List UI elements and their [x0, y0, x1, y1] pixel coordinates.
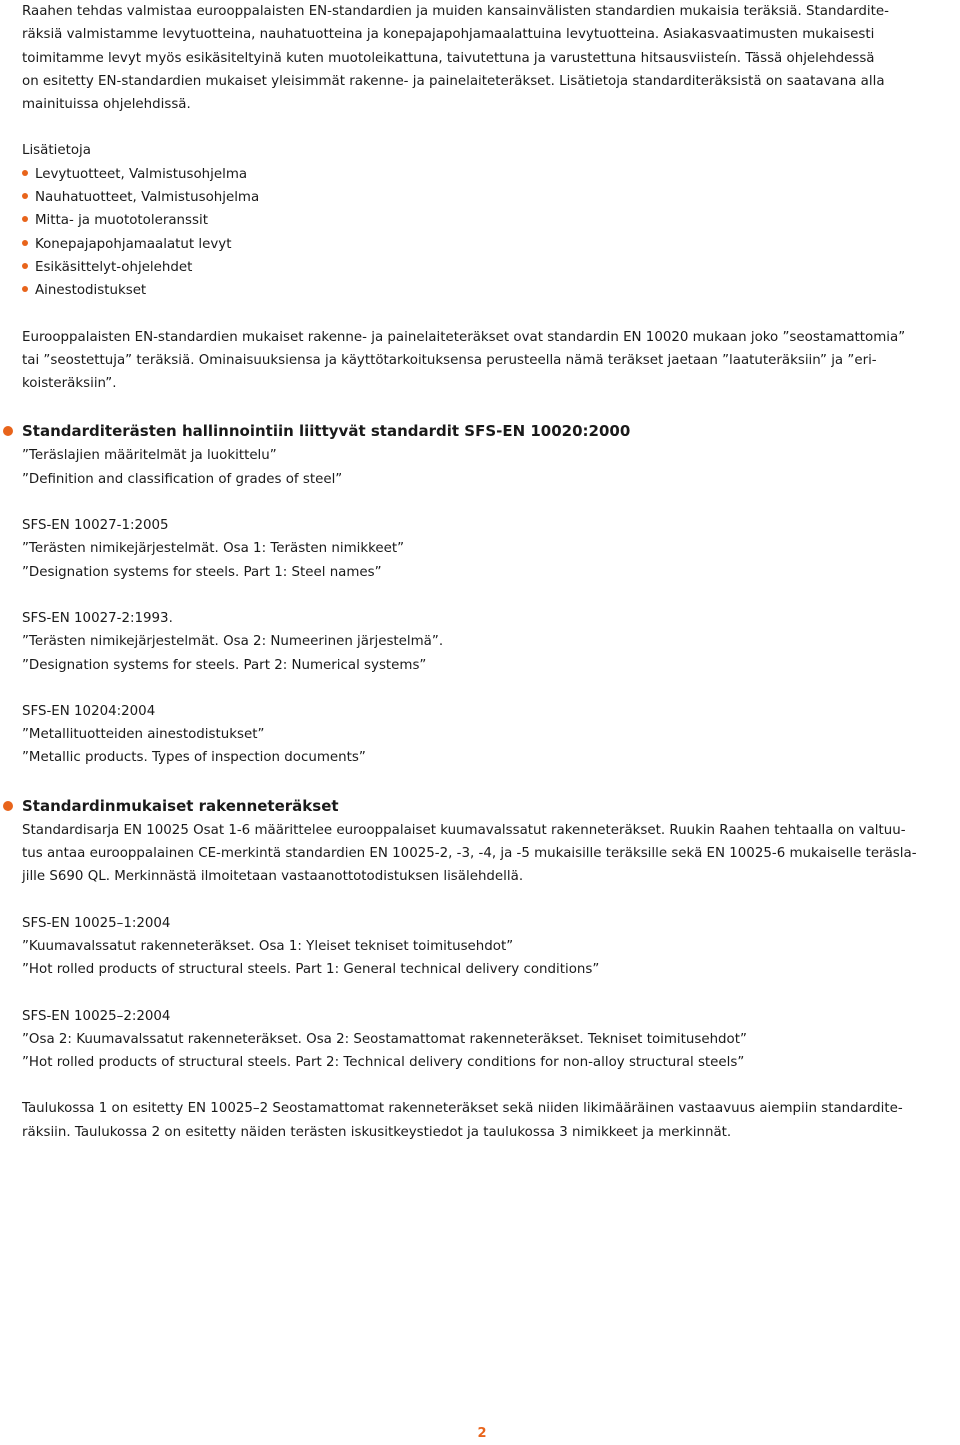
standard-code: SFS-EN 10204:2004	[22, 703, 156, 719]
section-bullet-icon	[3, 426, 13, 436]
intro-line: on esitetty EN-standardien mukaiset yleisimmät rakenne- ja painelaiteteräkset. Lisätietoja standarditeräksistä on saatavana alla	[22, 73, 885, 89]
list-item-label: Mitta- ja muototoleranssit	[35, 213, 208, 229]
standard-title-fi: ”Teräslajien määritelmät ja luokittelu”	[22, 448, 277, 464]
intro-line: mainituissa ohjelehdissä.	[22, 97, 191, 113]
list-item-label: Nauhatuotteet, Valmistusohjelma	[35, 190, 260, 206]
section-heading-text: Standardinmukaiset rakenneteräkset	[22, 796, 339, 815]
list-item[interactable]	[22, 163, 942, 186]
list-item[interactable]	[22, 279, 942, 302]
section-paragraph	[22, 819, 942, 889]
intro-line: Raahen tehdas valmistaa eurooppalaisten EN-standardien ja muiden kansainvälisten standardien mukaisia teräksiä. Standardite-	[22, 4, 889, 19]
standard-title-en: ”Designation systems for steels. Part 2: Numerical systems”	[22, 657, 427, 673]
standard-title-en: ”Definition and classification of grades of steel”	[22, 471, 343, 487]
paragraph-line: jille S690 QL. Merkinnästä ilmoitetaan vastaanottotodistuksen lisälehdellä.	[22, 869, 524, 885]
standard-title-fi: ”Kuumavalssatut rakenneteräkset. Osa 1: Yleiset tekniset toimitusehdot”	[22, 938, 514, 954]
bullet-icon	[22, 193, 28, 199]
standard-code: SFS-EN 10027-1:2005	[22, 518, 169, 534]
further-info-list	[22, 163, 942, 303]
standard-title-fi: ”Terästen nimikejärjestelmät. Osa 1: Terästen nimikkeet”	[22, 541, 405, 557]
bullet-icon	[22, 263, 28, 269]
document-page	[22, 0, 942, 1144]
section-standards-management	[22, 418, 942, 769]
euro-standards-paragraph	[22, 326, 942, 396]
paragraph-line: Taulukossa 1 on esitetty EN 10025–2 Seostamattomat rakenneteräkset sekä niiden likimääräinen vastaavuus aiempiin standardite-	[22, 1101, 903, 1117]
paragraph-line: tai ”seostettuja” teräksiä. Ominaisuuksiensa ja käyttötarkoituksensa perusteella nämä teräkset jaetaan ”laatuteräksiin” ja ”eri-	[22, 352, 877, 368]
standard-title-en: ”Hot rolled products of structural steels. Part 2: Technical delivery conditions for non-alloy structural steels”	[22, 1055, 745, 1071]
list-item[interactable]	[22, 256, 942, 279]
section-structural-steels	[22, 793, 942, 1144]
list-item[interactable]	[22, 233, 942, 256]
list-item-label: Konepajapohjamaalatut levyt	[35, 236, 232, 252]
list-item[interactable]	[22, 209, 942, 232]
list-item-label: Esikäsittelyt-ohjelehdet	[35, 259, 193, 275]
paragraph-line: Eurooppalaisten EN-standardien mukaiset rakenne- ja painelaiteteräkset ovat standardin EN 10020 mukaan joko ”seostamattomia”	[22, 329, 906, 345]
standard-title-fi: ”Metallituotteiden ainestodistukset”	[22, 727, 265, 743]
standard-block	[22, 1005, 942, 1075]
standard-title-en: ”Hot rolled products of structural steels. Part 1: General technical delivery conditions”	[22, 962, 600, 978]
section-bullet-icon	[3, 801, 13, 811]
standard-title-en: ”Designation systems for steels. Part 1: Steel names”	[22, 564, 382, 580]
page-number: 2	[477, 1426, 487, 1441]
standard-title-en: ”Metallic products. Types of inspection documents”	[22, 750, 366, 766]
standard-block	[22, 444, 942, 491]
standard-code: SFS-EN 10025–1:2004	[22, 915, 171, 931]
section-heading	[22, 793, 942, 819]
bullet-icon	[22, 286, 28, 292]
further-info-title: Lisätietoja	[22, 143, 91, 159]
intro-line: räksiä valmistamme levytuotteina, nauhatuotteina ja konepajapohjamaalattuina levytuotteina. Asiakasvaatimusten mukaisesti	[22, 27, 875, 43]
standard-block	[22, 514, 942, 584]
standard-code: SFS-EN 10027-2:1993.	[22, 610, 173, 626]
standard-block	[22, 700, 942, 770]
intro-line: toimitamme levyt myös esikäsiteltyinä kuten muotoleikattuna, taivutettuna ja varustettuna hitsausviisteín. Tässä ohjelehdessä	[22, 50, 875, 66]
paragraph-line: räksiin. Taulukossa 2 on esitetty näiden terästen iskusitkeystiedot ja taulukossa 3 nimikkeet ja merkinnät.	[22, 1124, 732, 1140]
intro-paragraph	[22, 0, 942, 116]
further-info	[22, 139, 942, 302]
paragraph-line: koisteräksiin”.	[22, 376, 117, 392]
standard-block	[22, 912, 942, 982]
bullet-icon	[22, 170, 28, 176]
bullet-icon	[22, 216, 28, 222]
standard-block	[22, 607, 942, 677]
bullet-icon	[22, 240, 28, 246]
paragraph-line: Standardisarja EN 10025 Osat 1-6 määrittelee eurooppalaiset kuumavalssatut rakenneteräkset. Ruukin Raahen tehtaalla on valtuu-	[22, 822, 906, 838]
standard-title-fi: ”Osa 2: Kuumavalssatut rakenneteräkset. Osa 2: Seostamattomat rakenneteräkset. Tekniset toimitusehdot”	[22, 1031, 747, 1047]
list-item[interactable]	[22, 186, 942, 209]
list-item-label: Ainestodistukset	[35, 283, 147, 299]
list-item-label: Levytuotteet, Valmistusohjelma	[35, 166, 248, 182]
section-heading	[22, 418, 942, 444]
paragraph-line: tus antaa eurooppalainen CE-merkintä standardien EN 10025-2, -3, -4, ja -5 mukaisille teräksille sekä EN 10025-6 mukaiselle teräsla-	[22, 846, 917, 862]
standard-code: SFS-EN 10025–2:2004	[22, 1008, 171, 1024]
standard-title-fi: ”Terästen nimikejärjestelmät. Osa 2: Numeerinen järjestelmä”.	[22, 634, 444, 650]
closing-paragraph	[22, 1097, 942, 1144]
section-heading-text: Standarditerästen hallinnointiin liittyvät standardit SFS-EN 10020:2000	[22, 422, 631, 441]
